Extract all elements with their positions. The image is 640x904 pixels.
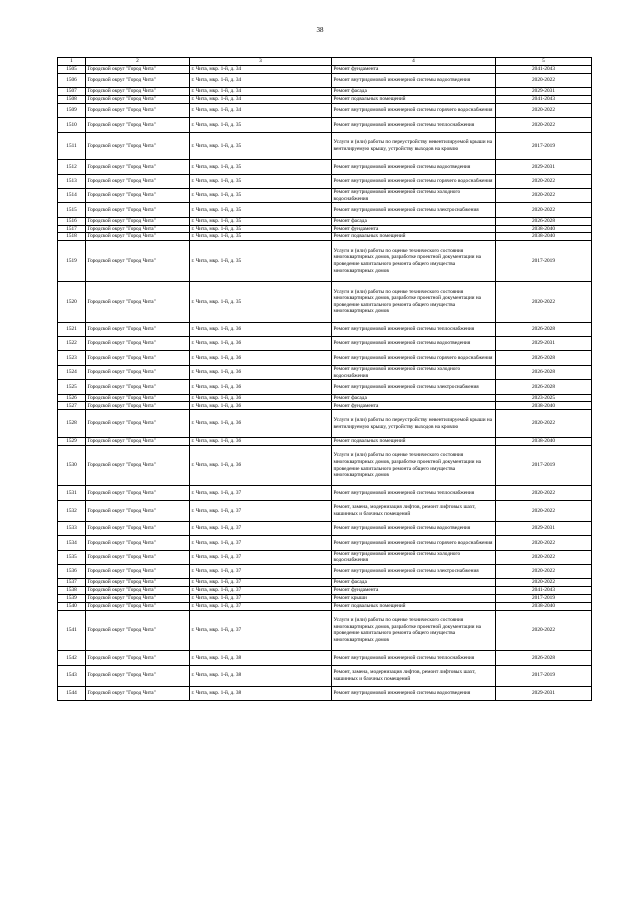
address-cell: г. Чита, мкр. 1-й, д. 34 (190, 88, 332, 96)
address-cell: г. Чита, мкр. 1-й, д. 34 (190, 95, 332, 103)
period-cell: 2026-2028 (496, 651, 592, 665)
period-cell: 2038-2040 (496, 225, 592, 233)
row-number-cell: 1515 (58, 203, 86, 217)
period-cell: 2029-2031 (496, 160, 592, 174)
row-number-cell: 1537 (58, 579, 86, 587)
period-cell: 2020-2022 (496, 118, 592, 132)
municipality-cell: Городской округ "Город Чита" (86, 322, 190, 336)
municipality-cell: Городской округ "Город Чита" (86, 203, 190, 217)
address-cell: г. Чита, мкр. 1-й, д. 37 (190, 594, 332, 602)
row-number-cell: 1529 (58, 437, 86, 445)
period-cell: 2029-2031 (496, 88, 592, 96)
table-row (58, 536, 592, 550)
table-row (58, 402, 592, 410)
municipality-cell: Городской округ "Город Чита" (86, 66, 190, 74)
municipality-cell: Городской округ "Город Чита" (86, 437, 190, 445)
address-cell: г. Чита, мкр. 1-й, д. 34 (190, 73, 332, 87)
table-row (58, 160, 592, 174)
municipality-cell: Городской округ "Город Чита" (86, 587, 190, 595)
table-row (58, 281, 592, 322)
period-cell: 2020-2022 (496, 281, 592, 322)
period-cell: 2020-2022 (496, 550, 592, 564)
period-cell: 2020-2022 (496, 486, 592, 500)
table-row (58, 73, 592, 87)
table-row (58, 66, 592, 74)
period-cell: 2029-2031 (496, 337, 592, 351)
row-number-cell: 1527 (58, 402, 86, 410)
address-cell: г. Чита, мкр. 1-й, д. 35 (190, 217, 332, 225)
work-type-cell: Ремонт внутридомовой инженерной системы холодного водоснабжения (332, 550, 496, 564)
work-type-cell: Услуги и (или) работы по оценке технического состояния многоквартирных домов, разработке проектной документации на проведение капитального ремонта общего имущества многоквартирных домов (332, 281, 496, 322)
table-row (58, 217, 592, 225)
row-number-cell: 1509 (58, 103, 86, 117)
row-number-cell: 1544 (58, 686, 86, 700)
row-number-cell: 1508 (58, 95, 86, 103)
period-cell: 2020-2022 (496, 610, 592, 651)
address-cell: г. Чита, мкр. 1-й, д. 35 (190, 188, 332, 202)
header-row (58, 58, 592, 66)
period-cell: 2038-2040 (496, 437, 592, 445)
table-header (58, 58, 592, 66)
table-row (58, 587, 592, 595)
municipality-cell: Городской округ "Город Чита" (86, 241, 190, 282)
work-type-cell: Ремонт внутридомовой инженерной системы горячего водоснабжения (332, 103, 496, 117)
table-row (58, 486, 592, 500)
period-cell: 2017-2019 (496, 665, 592, 686)
period-cell: 2020-2022 (496, 203, 592, 217)
page-number: 38 (316, 26, 324, 34)
work-type-cell: Ремонт фундамента (332, 402, 496, 410)
municipality-cell: Городской округ "Город Чита" (86, 394, 190, 402)
row-number-cell: 1535 (58, 550, 86, 564)
address-cell: г. Чита, мкр. 1-й, д. 38 (190, 651, 332, 665)
municipality-cell: Городской округ "Город Чита" (86, 565, 190, 579)
municipality-cell: Городской округ "Город Чита" (86, 550, 190, 564)
municipality-cell: Городской округ "Город Чита" (86, 610, 190, 651)
work-type-cell: Ремонт внутридомовой инженерной системы водоотведения (332, 686, 496, 700)
address-cell: г. Чита, мкр. 1-й, д. 36 (190, 394, 332, 402)
header-cell-period: 5 (496, 58, 592, 66)
table-row (58, 394, 592, 402)
table-row (58, 322, 592, 336)
municipality-cell: Городской округ "Город Чита" (86, 73, 190, 87)
municipality-cell: Городской округ "Город Чита" (86, 351, 190, 365)
municipality-cell: Городской округ "Город Чита" (86, 281, 190, 322)
address-cell: г. Чита, мкр. 1-й, д. 34 (190, 103, 332, 117)
municipality-cell: Городской округ "Город Чита" (86, 132, 190, 160)
table-row (58, 174, 592, 188)
row-number-cell: 1522 (58, 337, 86, 351)
work-type-cell: Услуги и (или) работы по переустройству невентилируемой крыши на вентилируемую крышу, устройству выходов на кровлю (332, 410, 496, 438)
address-cell: г. Чита, мкр. 1-й, д. 37 (190, 550, 332, 564)
table-row (58, 188, 592, 202)
work-type-cell: Ремонт внутридомовой инженерной системы теплоснабжения (332, 322, 496, 336)
address-cell: г. Чита, мкр. 1-й, д. 36 (190, 410, 332, 438)
work-type-cell: Ремонт внутридомовой инженерной системы холодного водоснабжения (332, 365, 496, 379)
period-cell: 2020-2022 (496, 410, 592, 438)
period-cell: 2041-2043 (496, 66, 592, 74)
municipality-cell: Городской округ "Город Чита" (86, 174, 190, 188)
table-row (58, 88, 592, 96)
municipality-cell: Городской округ "Город Чита" (86, 95, 190, 103)
work-type-cell: Ремонт внутридомовой инженерной системы горячего водоснабжения (332, 351, 496, 365)
municipality-cell: Городской округ "Город Чита" (86, 536, 190, 550)
address-cell: г. Чита, мкр. 1-й, д. 35 (190, 132, 332, 160)
address-cell: г. Чита, мкр. 1-й, д. 35 (190, 233, 332, 241)
address-cell: г. Чита, мкр. 1-й, д. 37 (190, 602, 332, 610)
address-cell: г. Чита, мкр. 1-й, д. 35 (190, 118, 332, 132)
row-number-cell: 1543 (58, 665, 86, 686)
address-cell: г. Чита, мкр. 1-й, д. 36 (190, 365, 332, 379)
table-row (58, 521, 592, 535)
row-number-cell: 1530 (58, 445, 86, 486)
row-number-cell: 1531 (58, 486, 86, 500)
address-cell: г. Чита, мкр. 1-й, д. 37 (190, 610, 332, 651)
period-cell: 2029-2031 (496, 521, 592, 535)
work-type-cell: Ремонт внутридомовой инженерной системы электроснабжения (332, 565, 496, 579)
period-cell: 2017-2019 (496, 241, 592, 282)
row-number-cell: 1513 (58, 174, 86, 188)
row-number-cell: 1534 (58, 536, 86, 550)
work-type-cell: Ремонт фасада (332, 88, 496, 96)
table-row (58, 437, 592, 445)
row-number-cell: 1519 (58, 241, 86, 282)
address-cell: г. Чита, мкр. 1-й, д. 37 (190, 521, 332, 535)
table-row (58, 579, 592, 587)
work-type-cell: Ремонт крыши (332, 594, 496, 602)
row-number-cell: 1507 (58, 88, 86, 96)
period-cell: 2020-2022 (496, 73, 592, 87)
table-row (58, 225, 592, 233)
municipality-cell: Городской округ "Город Чита" (86, 500, 190, 521)
address-cell: г. Чита, мкр. 1-й, д. 36 (190, 437, 332, 445)
work-type-cell: Ремонт внутридомовой инженерной системы холодного водоснабжения (332, 188, 496, 202)
work-type-cell: Ремонт внутридомовой инженерной системы горячего водоснабжения (332, 536, 496, 550)
work-type-cell: Ремонт внутридомовой инженерной системы электроснабжения (332, 380, 496, 394)
table-row (58, 651, 592, 665)
work-type-cell: Ремонт внутридомовой инженерной системы горячего водоснабжения (332, 174, 496, 188)
municipality-cell: Городской округ "Город Чита" (86, 118, 190, 132)
municipality-cell: Городской округ "Город Чита" (86, 88, 190, 96)
municipality-cell: Городской округ "Город Чита" (86, 402, 190, 410)
municipality-cell: Городской округ "Город Чита" (86, 686, 190, 700)
address-cell: г. Чита, мкр. 1-й, д. 37 (190, 579, 332, 587)
municipality-cell: Городской округ "Город Чита" (86, 602, 190, 610)
municipality-cell: Городской округ "Город Чита" (86, 217, 190, 225)
table-row (58, 233, 592, 241)
period-cell: 2026-2028 (496, 365, 592, 379)
table-row (58, 445, 592, 486)
work-type-cell: Ремонт, замена, модернизация лифтов, ремонт лифтовых шахт, машинных и блочных помещений (332, 665, 496, 686)
work-type-cell: Ремонт, замена, модернизация лифтов, ремонт лифтовых шахт, машинных и блочных помещений (332, 500, 496, 521)
table-row (58, 118, 592, 132)
table-row (58, 410, 592, 438)
row-number-cell: 1532 (58, 500, 86, 521)
work-type-cell: Ремонт фасада (332, 579, 496, 587)
row-number-cell: 1523 (58, 351, 86, 365)
period-cell: 2020-2022 (496, 174, 592, 188)
table-row (58, 365, 592, 379)
work-type-cell: Ремонт внутридомовой инженерной системы теплоснабжения (332, 486, 496, 500)
address-cell: г. Чита, мкр. 1-й, д. 35 (190, 174, 332, 188)
work-type-cell: Услуги и (или) работы по оценке технического состояния многоквартирных домов, разработке проектной документации на проведение капитального ремонта общего имущества многоквартирных домов (332, 445, 496, 486)
address-cell: г. Чита, мкр. 1-й, д. 34 (190, 66, 332, 74)
period-cell: 2038-2040 (496, 402, 592, 410)
period-cell: 2038-2040 (496, 602, 592, 610)
work-type-cell: Ремонт фасада (332, 394, 496, 402)
address-cell: г. Чита, мкр. 1-й, д. 35 (190, 203, 332, 217)
row-number-cell: 1517 (58, 225, 86, 233)
municipality-cell: Городской округ "Город Чита" (86, 445, 190, 486)
address-cell: г. Чита, мкр. 1-й, д. 36 (190, 322, 332, 336)
row-number-cell: 1526 (58, 394, 86, 402)
work-type-cell: Ремонт фундамента (332, 587, 496, 595)
period-cell: 2020-2022 (496, 565, 592, 579)
address-cell: г. Чита, мкр. 1-й, д. 37 (190, 486, 332, 500)
table-row (58, 351, 592, 365)
municipality-cell: Городской округ "Город Чита" (86, 233, 190, 241)
row-number-cell: 1528 (58, 410, 86, 438)
period-cell: 2026-2028 (496, 380, 592, 394)
work-type-cell: Ремонт подвальных помещений (332, 602, 496, 610)
work-type-cell: Услуги и (или) работы по переустройству невентилируемой крыши на вентилируемую крышу, устройству выходов на кровлю (332, 132, 496, 160)
period-cell: 2020-2022 (496, 579, 592, 587)
row-number-cell: 1518 (58, 233, 86, 241)
row-number-cell: 1536 (58, 565, 86, 579)
address-cell: г. Чита, мкр. 1-й, д. 37 (190, 565, 332, 579)
period-cell: 2020-2022 (496, 500, 592, 521)
period-cell: 2026-2028 (496, 322, 592, 336)
table-body (58, 66, 592, 701)
row-number-cell: 1514 (58, 188, 86, 202)
period-cell: 2020-2022 (496, 188, 592, 202)
table-row (58, 602, 592, 610)
row-number-cell: 1538 (58, 587, 86, 595)
table-row (58, 500, 592, 521)
row-number-cell: 1533 (58, 521, 86, 535)
table-row (58, 665, 592, 686)
municipality-cell: Городской округ "Город Чита" (86, 594, 190, 602)
row-number-cell: 1510 (58, 118, 86, 132)
table-row (58, 132, 592, 160)
address-cell: г. Чита, мкр. 1-й, д. 37 (190, 536, 332, 550)
row-number-cell: 1505 (58, 66, 86, 74)
municipality-cell: Городской округ "Город Чита" (86, 365, 190, 379)
address-cell: г. Чита, мкр. 1-й, д. 37 (190, 500, 332, 521)
municipality-cell: Городской округ "Город Чита" (86, 160, 190, 174)
table-row (58, 103, 592, 117)
municipality-cell: Городской округ "Город Чита" (86, 225, 190, 233)
municipality-cell: Городской округ "Город Чита" (86, 486, 190, 500)
work-type-cell: Ремонт внутридомовой инженерной системы электроснабжения (332, 203, 496, 217)
period-cell: 2020-2022 (496, 103, 592, 117)
row-number-cell: 1540 (58, 602, 86, 610)
work-type-cell: Ремонт внутридомовой инженерной системы теплоснабжения (332, 118, 496, 132)
repair-schedule-table (57, 57, 592, 701)
table-row (58, 95, 592, 103)
address-cell: г. Чита, мкр. 1-й, д. 35 (190, 281, 332, 322)
municipality-cell: Городской округ "Город Чита" (86, 651, 190, 665)
municipality-cell: Городской округ "Город Чита" (86, 188, 190, 202)
municipality-cell: Городской округ "Город Чита" (86, 665, 190, 686)
work-type-cell: Ремонт фундамента (332, 225, 496, 233)
period-cell: 2041-2043 (496, 95, 592, 103)
municipality-cell: Городской округ "Город Чита" (86, 337, 190, 351)
table-row (58, 610, 592, 651)
period-cell: 2038-2040 (496, 233, 592, 241)
row-number-cell: 1541 (58, 610, 86, 651)
address-cell: г. Чита, мкр. 1-й, д. 38 (190, 665, 332, 686)
row-number-cell: 1525 (58, 380, 86, 394)
work-type-cell: Ремонт внутридомовой инженерной системы водоотведения (332, 337, 496, 351)
address-cell: г. Чита, мкр. 1-й, д. 36 (190, 402, 332, 410)
municipality-cell: Городской округ "Город Чита" (86, 521, 190, 535)
period-cell: 2029-2031 (496, 686, 592, 700)
row-number-cell: 1524 (58, 365, 86, 379)
municipality-cell: Городской округ "Город Чита" (86, 103, 190, 117)
period-cell: 2026-2028 (496, 217, 592, 225)
period-cell: 2026-2028 (496, 351, 592, 365)
address-cell: г. Чита, мкр. 1-й, д. 36 (190, 445, 332, 486)
table-row (58, 686, 592, 700)
work-type-cell: Ремонт подвальных помещений (332, 233, 496, 241)
header-cell-work-type: 4 (332, 58, 496, 66)
table-row (58, 241, 592, 282)
row-number-cell: 1512 (58, 160, 86, 174)
table-row (58, 380, 592, 394)
work-type-cell: Ремонт внутридомовой инженерной системы водоотведения (332, 521, 496, 535)
address-cell: г. Чита, мкр. 1-й, д. 35 (190, 160, 332, 174)
period-cell: 2017-2019 (496, 445, 592, 486)
period-cell: 2041-2043 (496, 587, 592, 595)
address-cell: г. Чита, мкр. 1-й, д. 37 (190, 587, 332, 595)
period-cell: 2017-2019 (496, 594, 592, 602)
work-type-cell: Услуги и (или) работы по оценке технического состояния многоквартирных домов, разработке проектной документации на проведение капитального ремонта общего имущества многоквартирных домов (332, 241, 496, 282)
work-type-cell: Ремонт внутридомовой инженерной системы водоотведения (332, 73, 496, 87)
municipality-cell: Городской округ "Город Чита" (86, 579, 190, 587)
address-cell: г. Чита, мкр. 1-й, д. 36 (190, 351, 332, 365)
work-type-cell: Ремонт внутридомовой инженерной системы теплоснабжения (332, 651, 496, 665)
address-cell: г. Чита, мкр. 1-й, д. 35 (190, 241, 332, 282)
work-type-cell: Ремонт фундамента (332, 66, 496, 74)
table-row (58, 337, 592, 351)
work-type-cell: Услуги и (или) работы по оценке технического состояния многоквартирных домов, разработке проектной документации на проведение капитального ремонта общего имущества многоквартирных домов (332, 610, 496, 651)
row-number-cell: 1506 (58, 73, 86, 87)
address-cell: г. Чита, мкр. 1-й, д. 35 (190, 225, 332, 233)
header-cell-municipality: 2 (86, 58, 190, 66)
table-row (58, 203, 592, 217)
row-number-cell: 1511 (58, 132, 86, 160)
period-cell: 2020-2022 (496, 536, 592, 550)
work-type-cell: Ремонт фасада (332, 217, 496, 225)
table-row (58, 565, 592, 579)
table-row (58, 550, 592, 564)
municipality-cell: Городской округ "Город Чита" (86, 380, 190, 394)
row-number-cell: 1542 (58, 651, 86, 665)
municipality-cell: Городской округ "Город Чита" (86, 410, 190, 438)
header-cell-address: 3 (190, 58, 332, 66)
address-cell: г. Чита, мкр. 1-й, д. 36 (190, 380, 332, 394)
header-cell-number: 1 (58, 58, 86, 66)
row-number-cell: 1539 (58, 594, 86, 602)
row-number-cell: 1520 (58, 281, 86, 322)
period-cell: 2017-2019 (496, 132, 592, 160)
address-cell: г. Чита, мкр. 1-й, д. 38 (190, 686, 332, 700)
table-row (58, 594, 592, 602)
address-cell: г. Чита, мкр. 1-й, д. 36 (190, 337, 332, 351)
row-number-cell: 1516 (58, 217, 86, 225)
row-number-cell: 1521 (58, 322, 86, 336)
work-type-cell: Ремонт внутридомовой инженерной системы водоотведения (332, 160, 496, 174)
period-cell: 2023-2025 (496, 394, 592, 402)
work-type-cell: Ремонт подвальных помещений (332, 437, 496, 445)
work-type-cell: Ремонт подвальных помещений (332, 95, 496, 103)
